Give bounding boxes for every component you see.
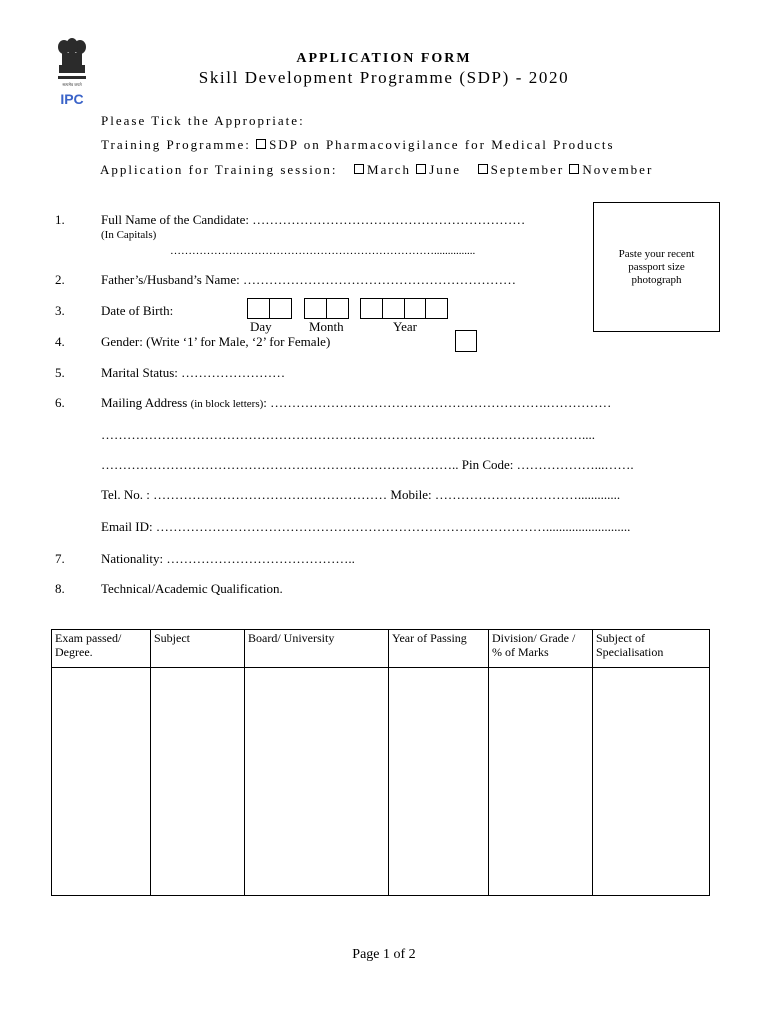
mailing-address-line2[interactable]: ………………………………………………………………………………………………….... — [101, 427, 595, 442]
email-field[interactable]: Email ID: ……………………………………………………………………………….......................... — [101, 519, 631, 534]
mailing-address-label: Mailing Address — [101, 395, 191, 410]
table-row — [52, 668, 710, 896]
mailing-address-field[interactable] — [101, 395, 611, 411]
page-number: Page 1 of 2 — [352, 947, 416, 962]
header-board-university: Board/ University — [245, 630, 389, 668]
emblem-caption: सत्यमेव जयते — [62, 82, 82, 87]
cell-division-grade[interactable] — [489, 668, 593, 896]
field-number: 6. — [55, 395, 65, 410]
cell-specialisation[interactable] — [593, 668, 710, 896]
header-subject: Subject — [151, 630, 245, 668]
dob-day-label: Day — [250, 319, 272, 334]
dob-month-boxes[interactable] — [304, 298, 349, 319]
programme-option: SDP on Pharmacovigilance for Medical Products — [269, 137, 615, 152]
programme-checkbox[interactable] — [256, 139, 266, 149]
session-june-checkbox[interactable] — [416, 164, 426, 174]
nationality-field[interactable]: Nationality: …………………………………….. — [101, 551, 355, 566]
dob-year-boxes[interactable] — [360, 298, 448, 319]
cell-year-of-passing[interactable] — [389, 668, 489, 896]
training-programme-row — [101, 137, 615, 153]
photo-text-line1: Paste your recent — [618, 248, 695, 260]
mailing-address-line1: : ……………………………………………………….…………… — [263, 395, 612, 410]
qualification-label: Technical/Academic Qualification. — [101, 581, 283, 596]
session-march-checkbox[interactable] — [354, 164, 364, 174]
dob-year-label: Year — [393, 319, 417, 334]
gender-label: Gender: (Write ‘1’ for Male, ‘2’ for Female) — [101, 334, 331, 349]
full-name-line2[interactable]: ………………………………………………………………............... — [170, 245, 476, 257]
field-number: 5. — [55, 365, 65, 380]
field-number: 7. — [55, 551, 65, 566]
header-year-of-passing: Year of Passing — [389, 630, 489, 668]
full-name-hint: (In Capitals) — [101, 229, 157, 241]
tick-instruction: Please Tick the Appropriate: — [101, 113, 305, 128]
gender-input-box[interactable] — [455, 330, 477, 352]
mailing-address-pincode-line[interactable]: ……………………………………………………………………….. Pin Code: ………………...……. — [101, 457, 634, 472]
training-session-label: Application for Training session: — [100, 162, 338, 177]
photo-text-line3: photograph — [631, 274, 682, 286]
field-number: 4. — [55, 334, 65, 349]
session-november-label: November — [582, 162, 654, 177]
field-number: 2. — [55, 272, 65, 287]
father-husband-name-field[interactable]: Father’s/Husband’s Name: ……………………………………………………… — [101, 272, 517, 287]
session-september-label: September — [490, 162, 565, 177]
cell-subject[interactable] — [151, 668, 245, 896]
header-specialisation: Subject of Specialisation — [593, 630, 710, 668]
header-exam-passed: Exam passed/ Degree. — [52, 630, 151, 668]
full-name-field[interactable]: Full Name of the Candidate: ……………………………………………………… — [101, 212, 526, 227]
date-of-birth-label: Date of Birth: — [101, 303, 174, 318]
marital-status-field[interactable]: Marital Status: …………………… — [101, 365, 286, 380]
session-june-label: June — [429, 162, 462, 177]
photo-box[interactable] — [593, 202, 720, 332]
mailing-address-hint: (in block letters) — [190, 398, 264, 410]
qualification-table — [51, 629, 710, 896]
tel-mobile-field[interactable]: Tel. No. : ……………………………………………… Mobile: ……………………………............. — [101, 487, 621, 502]
form-title: APPLICATION FORM — [296, 51, 472, 66]
field-number: 3. — [55, 303, 65, 318]
session-november-checkbox[interactable] — [569, 164, 579, 174]
ipc-mark: IPC — [60, 91, 84, 107]
session-march-label: March — [367, 162, 411, 177]
photo-text-line2: passport size — [628, 261, 685, 273]
dob-month-label: Month — [309, 319, 344, 334]
form-subtitle: Skill Development Programme (SDP) - 2020 — [198, 68, 570, 87]
field-number: 8. — [55, 581, 65, 596]
field-number: 1. — [55, 212, 65, 227]
training-session-row — [100, 162, 653, 178]
training-programme-label: Training Programme: — [101, 137, 251, 152]
dob-day-boxes[interactable] — [247, 298, 292, 319]
cell-exam-passed[interactable] — [52, 668, 151, 896]
table-header-row — [52, 630, 710, 668]
session-september-checkbox[interactable] — [478, 164, 488, 174]
header-division-grade: Division/ Grade / % of Marks — [489, 630, 593, 668]
cell-board-university[interactable] — [245, 668, 389, 896]
